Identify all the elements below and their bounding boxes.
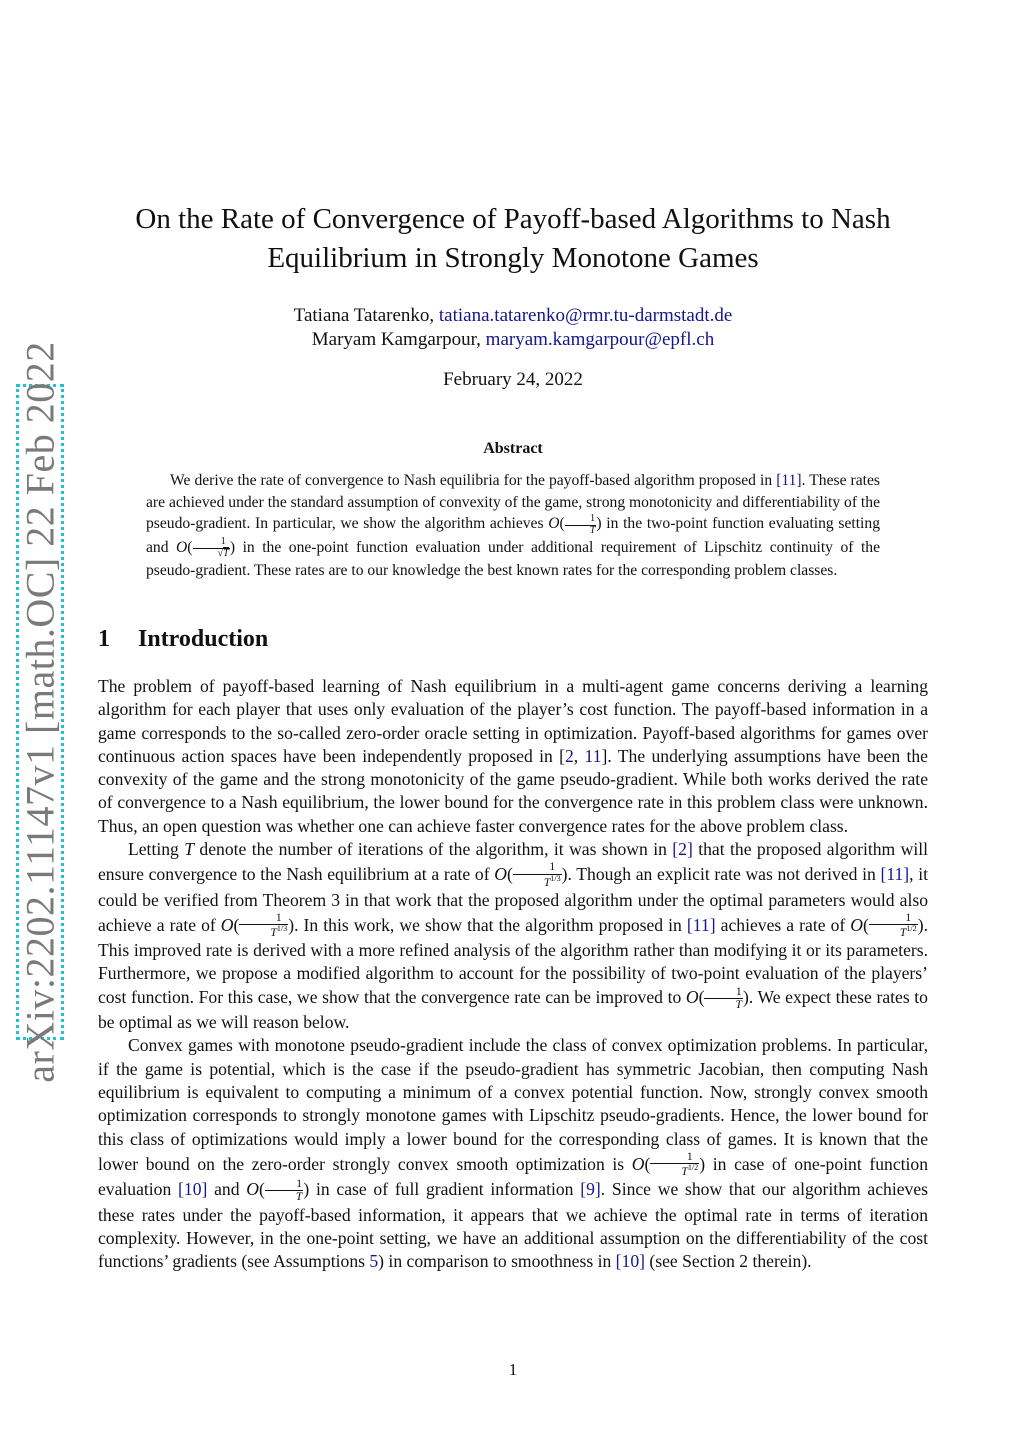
title-line-1: On the Rate of Convergence of Payoff-based Algorithms to Nash	[135, 203, 891, 235]
abstract-text-part-4: in the one-point function evaluation under additional requirement of Lipschitz continuity of the pseudo-gradient. These rates are to our knowledge the best known rates for the corresponding problem classes.	[146, 538, 881, 580]
abstract-text-part-2: . These rates are achieved under the standard assumption of convexity of the game, strong monotonicity and differentiability of the pseudo-gradient. In particular, we show the algorithm achieves	[146, 472, 880, 533]
author-1-name: Tatiana Tatarenko,	[293, 305, 439, 326]
intro-p3-text-6: ) in comparison to smoothness in	[378, 1251, 616, 1272]
section-heading	[98, 626, 268, 653]
intro-p2-text-4: . Though an explicit rate was not derived in	[567, 864, 881, 885]
abstract-math-rate-1-over-t: O( $\frac{1}{T}$ )	[548, 513, 602, 536]
intro-paragraph-3	[98, 1034, 928, 1273]
assumption-5-link[interactable]: 5	[369, 1251, 379, 1272]
intro-paragraph-1	[98, 675, 928, 838]
citation-11[interactable]: [11]	[686, 914, 716, 935]
math-variable-t: T	[184, 839, 195, 860]
intro-p1-text-3: ]. The underlying assumptions have been the convexity of the game and the strong monotonicity of the game pseudo-gradient. While both works derived the rate of convergence to a Nash equilibrium, the lower bound for the convergence rate in this problem class were unknown. Thus, an open question was whether one can achieve faster convergence rates for the above problem class.	[98, 745, 928, 836]
introduction-body	[98, 675, 928, 1273]
intro-p3-text-4: in case of full gradient information	[309, 1179, 581, 1200]
math-rate-t-one-third: O( $\frac{1}{T^{1/3}}$ )	[494, 860, 568, 889]
author-2	[98, 328, 928, 352]
section-title: Introduction	[138, 626, 269, 652]
intro-p3-text-5: . Since we show that our algorithm achieves these rates under the payoff-based information, it appears that we achieve the optimal rate in terms of iteration complexity. However, in the one-point setting, we have an additional assumption on the differentiability of the cost functions’ gradients (see Assumptions	[98, 1179, 928, 1272]
citation-10[interactable]: [10]	[615, 1251, 645, 1272]
intro-p3-text-3: and	[207, 1179, 247, 1200]
publication-date: February 24, 2022	[443, 369, 583, 390]
intro-p1-text-1: The problem of payoff-based learning of Nash equilibrium in a multi-agent game concerns deriving a learning algorithm for each player that uses only evaluation of the player’s cost function. The payoff-based information in a game corresponds to the so-called zero-order oracle setting in optimization. Payoff-based algorithms for games over continuous action spaces have been independently proposed in [	[98, 676, 928, 766]
abstract-math-rate-1-over-sqrt-t: O( $\frac{1}{√T}$ )	[176, 536, 236, 560]
intro-p1-text-2: ,	[573, 745, 585, 766]
author-2-name: Maryam Kamgarpour,	[311, 329, 486, 350]
intro-p2-text-2: denote the number of iterations of the algorithm, it was shown in	[194, 839, 673, 860]
citation-2[interactable]: [2]	[672, 839, 693, 860]
math-rate-1-over-t: O( $\frac{1}{T}$ )	[685, 984, 749, 1011]
intro-p3-text-7: (see Section 2 therein).	[644, 1251, 812, 1272]
author-1-email-link[interactable]: tatiana.tatarenko@rmr.tu-darmstadt.de	[438, 305, 733, 326]
intro-p2-text-7: achieves a rate of	[715, 914, 851, 935]
section-number: 1	[98, 626, 110, 652]
title-line-2: Equilibrium in Strongly Monotone Games	[267, 242, 759, 274]
intro-p3-text-2: in case of one-point function evaluation	[98, 1153, 928, 1200]
citation-11[interactable]: 11	[584, 745, 602, 766]
abstract-citation-11[interactable]: [11]	[776, 472, 802, 489]
author-2-email-link[interactable]: maryam.kamgarpour@epfl.ch	[485, 329, 715, 350]
citation-9[interactable]: [9]	[580, 1179, 601, 1200]
citation-10[interactable]: [10]	[178, 1179, 208, 1200]
intro-p2-text-6: . In this work, we show that the algorithm proposed in	[294, 914, 687, 935]
abstract-text-part-1: We derive the rate of convergence to Nash equilibria for the payoff-based algorithm proposed in	[170, 472, 777, 489]
math-rate-t-one-half: O( $\frac{1}{T^{1/2}}$ )	[850, 910, 924, 939]
math-rate-1-over-t: O( $\frac{1}{T}$ )	[246, 1177, 310, 1204]
citation-2[interactable]: 2	[565, 745, 574, 766]
author-block	[98, 304, 928, 352]
citation-11[interactable]: [11]	[880, 864, 910, 885]
intro-p2-text-5: , it could be verified from Theorem 3 in that work that the proposed algorithm under the optimal parameters would also achieve a rate of	[98, 864, 928, 935]
page-number: 1	[508, 1360, 518, 1379]
arxiv-identifier: arXiv:2202.11147v1 [math.OC] 22 Feb 2022	[17, 341, 63, 1083]
intro-p2-text-8: . This improved rate is derived with a more refined analysis of the algorithm rather than modifying it or its parameters. Furthermore, we propose a modified algorithm to account for the possibility of two-point evaluation of the players’ cost function. For this case, we show that the convergence rate can be improved to	[98, 914, 928, 1007]
abstract-text-part-3: in the two-point function evaluating setting and	[146, 515, 880, 556]
author-1	[98, 304, 928, 328]
paper-title	[98, 200, 928, 278]
abstract-heading: Abstract	[483, 440, 543, 457]
intro-p2-text-9: . We expect these rates to be optimal as we will reason below.	[98, 986, 928, 1033]
intro-p2-text-1: Letting	[128, 839, 185, 860]
intro-p2-text-3: that the proposed algorithm will ensure convergence to the Nash equilibrium at a rate of	[98, 839, 928, 885]
math-rate-t-one-half: O( $\frac{1}{T^{1/2}}$ )	[631, 1149, 706, 1178]
math-rate-t-one-third: O( $\frac{1}{T^{1/3}}$ )	[220, 910, 295, 939]
intro-paragraph-2	[98, 838, 928, 1034]
abstract-text	[146, 470, 880, 582]
intro-p3-text-1: Convex games with monotone pseudo-gradient include the class of convex optimization problems. In particular, if the game is potential, which is the case if the pseudo-gradient has symmetric Jacobian, then computing Nash equilibrium is equivalent to computing a minimum of a convex potential function. Now, strongly convex smooth optimization corresponds to strongly monotone games with Lipschitz pseudo-gradients. Hence, the lower bound for this class of optimizations would imply a lower bound for the corresponding class of games. It is known that the lower bound on the zero-order strongly convex smooth optimization is	[98, 1035, 928, 1174]
